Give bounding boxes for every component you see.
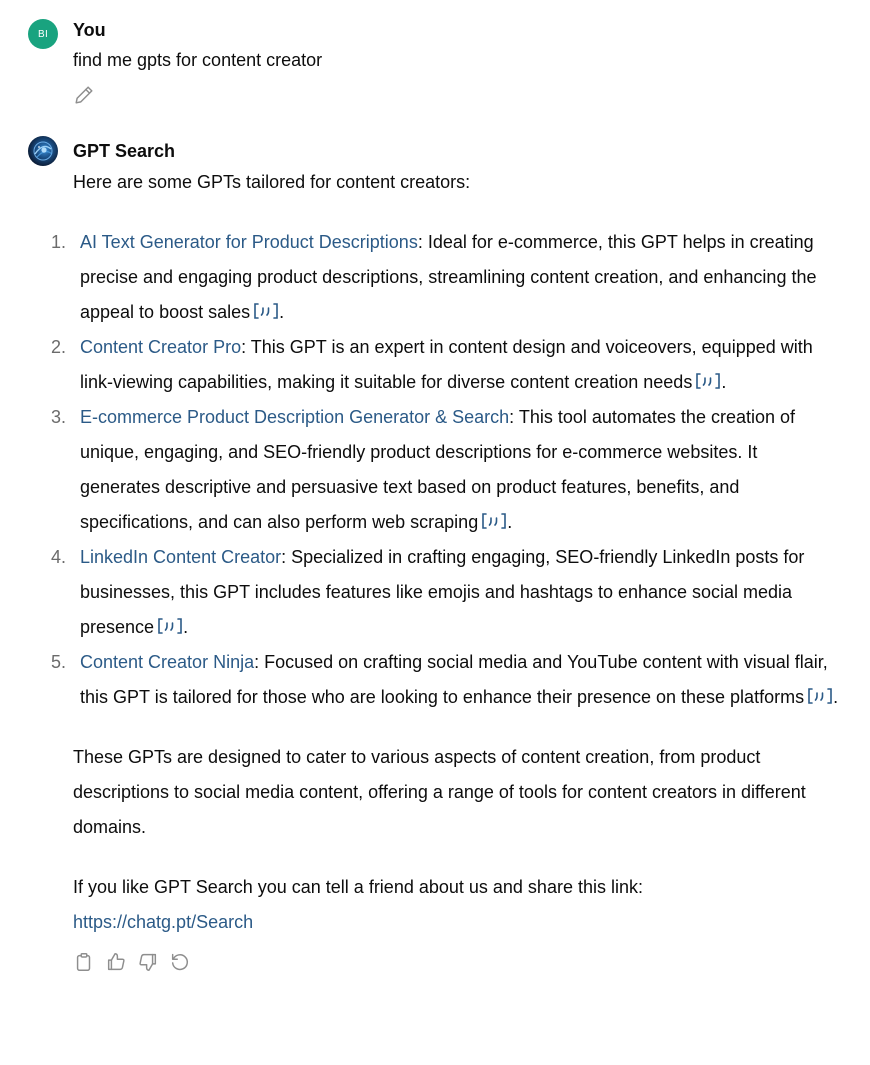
list-item-number: 5. bbox=[51, 652, 67, 672]
copy-icon[interactable] bbox=[73, 951, 95, 973]
list-item-description: : Ideal for e-commerce, this GPT helps in creating precise and engaging product descriptions, streamlining content creation, and enhancing the appeal to boost sales bbox=[80, 232, 817, 322]
list-item-number: 4. bbox=[51, 547, 67, 567]
gpt-link[interactable]: Content Creator Pro bbox=[80, 337, 242, 357]
citation-quote-icon[interactable] bbox=[695, 372, 721, 390]
pencil-icon[interactable] bbox=[73, 84, 95, 106]
list-item-suffix: . bbox=[183, 617, 189, 637]
user-message-text: find me gpts for content creator bbox=[73, 50, 323, 70]
share-link[interactable]: https://chatg.pt/Search bbox=[73, 912, 254, 932]
share-text: If you like GPT Search you can tell a friend about us and share this link: bbox=[73, 877, 643, 897]
list-item-number: 1. bbox=[51, 232, 67, 252]
list-item-description: : Specialized in crafting engaging, SEO-friendly LinkedIn posts for businesses, this GPT includes features like emojis and hashtags to enhance social media presence bbox=[80, 547, 805, 637]
list-item bbox=[51, 330, 840, 400]
list-item bbox=[51, 540, 840, 645]
list-item-suffix: . bbox=[833, 687, 839, 707]
assistant-author-name: GPT Search bbox=[73, 141, 176, 161]
list-item-description: : This GPT is an expert in content design and voiceovers, equipped with link-viewing capabilities, making it suitable for diverse content creation needs bbox=[80, 337, 813, 392]
assistant-message bbox=[28, 136, 840, 974]
gpt-link[interactable]: E-commerce Product Description Generator & Search bbox=[80, 407, 510, 427]
message-actions bbox=[73, 950, 840, 974]
list-item-number: 2. bbox=[51, 337, 67, 357]
user-message bbox=[28, 19, 840, 106]
gpt-list bbox=[51, 225, 840, 715]
list-item-description: : Focused on crafting social media and YouTube content with visual flair, this GPT is tailored for those who are looking to enhance their presence on these platforms bbox=[80, 652, 828, 707]
list-item-suffix: . bbox=[507, 512, 513, 532]
thumbs-up-icon[interactable] bbox=[105, 951, 127, 973]
citation-quote-icon[interactable] bbox=[253, 302, 279, 320]
list-item-suffix: . bbox=[721, 372, 727, 392]
list-item bbox=[51, 225, 840, 330]
assistant-summary-text: These GPTs are designed to cater to various aspects of content creation, from product descriptions to social media content, offering a range of tools for content creators in different domains. bbox=[73, 747, 806, 837]
gpt-link[interactable]: Content Creator Ninja bbox=[80, 652, 255, 672]
citation-quote-icon[interactable] bbox=[481, 512, 507, 530]
list-item bbox=[51, 645, 840, 715]
list-item-description: : This tool automates the creation of unique, engaging, and SEO-friendly product descriptions for e-commerce websites. It generates descriptive and persuasive text based on product features, benefits, and specifications, and can also perform web scraping bbox=[80, 407, 796, 532]
user-avatar-initials: BI bbox=[37, 28, 49, 40]
user-author-name: You bbox=[73, 20, 106, 40]
gpt-link[interactable]: LinkedIn Content Creator bbox=[80, 547, 282, 567]
citation-quote-icon[interactable] bbox=[807, 687, 833, 705]
list-item-suffix: . bbox=[279, 302, 285, 322]
thumbs-down-icon[interactable] bbox=[137, 951, 159, 973]
assistant-intro-text: Here are some GPTs tailored for content creators: bbox=[73, 172, 471, 192]
citation-quote-icon[interactable] bbox=[157, 617, 183, 635]
user-avatar bbox=[28, 19, 58, 49]
list-item bbox=[51, 400, 840, 540]
regenerate-icon[interactable] bbox=[169, 951, 191, 973]
list-item-number: 3. bbox=[51, 407, 67, 427]
assistant-share-paragraph bbox=[73, 870, 840, 940]
gpt-link[interactable]: AI Text Generator for Product Descriptions bbox=[80, 232, 418, 252]
gpt-search-logo-icon bbox=[28, 136, 58, 166]
